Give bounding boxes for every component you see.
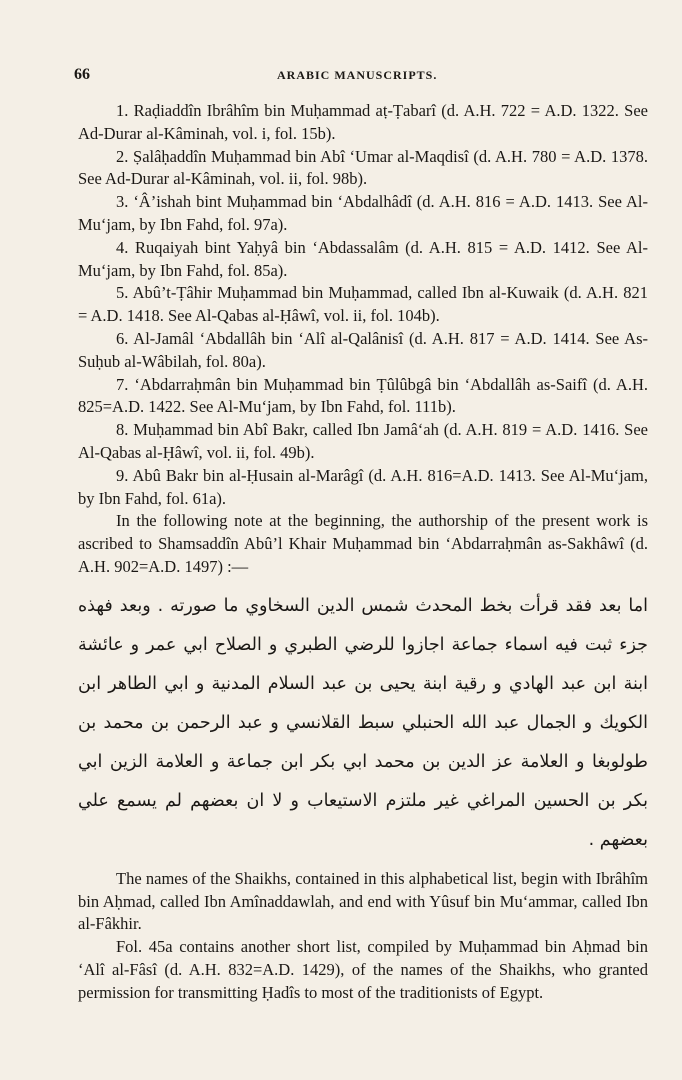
- closing-paragraph-2: Fol. 45a contains another short list, compiled by Muḥammad bin Aḥmad bin ‘Alî al-Fâsî (d. A.H. 832=A.D. 1429), of the names of the Shaikhs, who granted permission for transmitting Ḥadîs to most of the traditionists of Egypt.: [78, 937, 648, 1002]
- running-head: ARABIC MANUSCRIPTS.: [277, 68, 438, 82]
- entry-6: 6. Al-Jamâl ‘Abdallâh bin ‘Alî al-Qalânisî (d. A.H. 817 = A.D. 1414. See As-Suḥub al-Wâbilah, fol. 80a).: [78, 328, 648, 371]
- entry-8: 8. Muḥammad bin Abî Bakr, called Ibn Jamâ‘ah (d. A.H. 819 = A.D. 1416. See Al-Qabas al-Ḥâwî, vol. ii, fol. 49b).: [78, 420, 648, 462]
- entry-list: [78, 100, 648, 510]
- entry-7: 7. ‘Abdarraḥmân bin Muḥammad bin Ṭûlûbgâ bin ‘Abdallâh as-Saifî (d. A.H. 825=A.D. 1422. See Al-Mu‘jam, by Ibn Fahd, fol. 111b).: [78, 374, 648, 417]
- page-body: [78, 100, 648, 1005]
- entry-3: 3. ‘Â’ishah bint Muḥammad bin ‘Abdalhâdî (d. A.H. 816 = A.D. 1413. See Al-Mu‘jam, by Ibn Fahd, fol. 97a).: [78, 192, 648, 234]
- entry-9: 9. Abû Bakr bin al-Ḥusain al-Marâgî (d. A.H. 816=A.D. 1413. See Al-Mu‘jam, by Ibn Fahd, fol. 61a).: [78, 465, 648, 508]
- entry-1: 1. Raḍiaddîn Ibrâhîm bin Muḥammad aṭ-Ṭabarî (d. A.H. 722 = A.D. 1322. See Ad-Durar al-Kâminah, vol. i, fol. 15b).: [78, 101, 648, 143]
- arabic-quotation: اما بعد فقد قرأت بخط المحدث شمس الدين السخاوي ما صورته . وبعد فهذه جزء ثبت فيه اسماء جماعة اجازوا للرضي الطبري و الصلاح ابي عمر و عائشة ابنة ابن عبد الهادي و رقية ابنة يحيى بن عبد السلام المدنية و ابي الطاهر ابن الكويك و الجمال عبد الله الحنبلي سبط القلانسي و عبد الرحمن بن محمد بن طولوبغا و العلامة عز الدين بن محمد ابي بكر ابن جماعة و العلامة الزين ابي بكر بن الحسين المراغي غير ملتزم الاستيعاب و لا ان بعضهم لم يسمع علي بعضهم .: [78, 595, 648, 850]
- entry-4: 4. Ruqaiyah bint Yaḥyâ bin ‘Abdassalâm (d. A.H. 815 = A.D. 1412. See Al-Mu‘jam, by Ibn Fahd, fol. 85a).: [78, 237, 648, 280]
- page-number: 66: [74, 66, 90, 83]
- page-header: [0, 66, 682, 86]
- closing-paragraph-1: The names of the Shaikhs, contained in this alphabetical list, begin with Ibrâhîm bin Aḥmad, called Ibn Amînaddawlah, and end with Yûsuf bin Mu‘ammar, called Ibn al-Fâkhir.: [78, 868, 648, 934]
- intro-paragraph: In the following note at the beginning, the authorship of the present work is ascribed to Shamsaddîn Abû’l Khair Muḥammad bin ‘Abdarraḥmân as-Sakhâwî (d. A.H. 902=A.D. 1497) :—: [78, 511, 648, 576]
- entry-2: 2. Ṣalâḥaddîn Muḥammad bin Abî ‘Umar al-Maqdisî (d. A.H. 780 = A.D. 1378. See Ad-Durar al-Kâminah, vol. ii, fol. 98b).: [78, 146, 648, 189]
- entry-5: 5. Abû’t-Ṭâhir Muḥammad bin Muḥammad, called Ibn al-Kuwaik (d. A.H. 821 = A.D. 1418. See Al-Qabas al-Ḥâwî, vol. ii, fol. 104b).: [78, 283, 648, 326]
